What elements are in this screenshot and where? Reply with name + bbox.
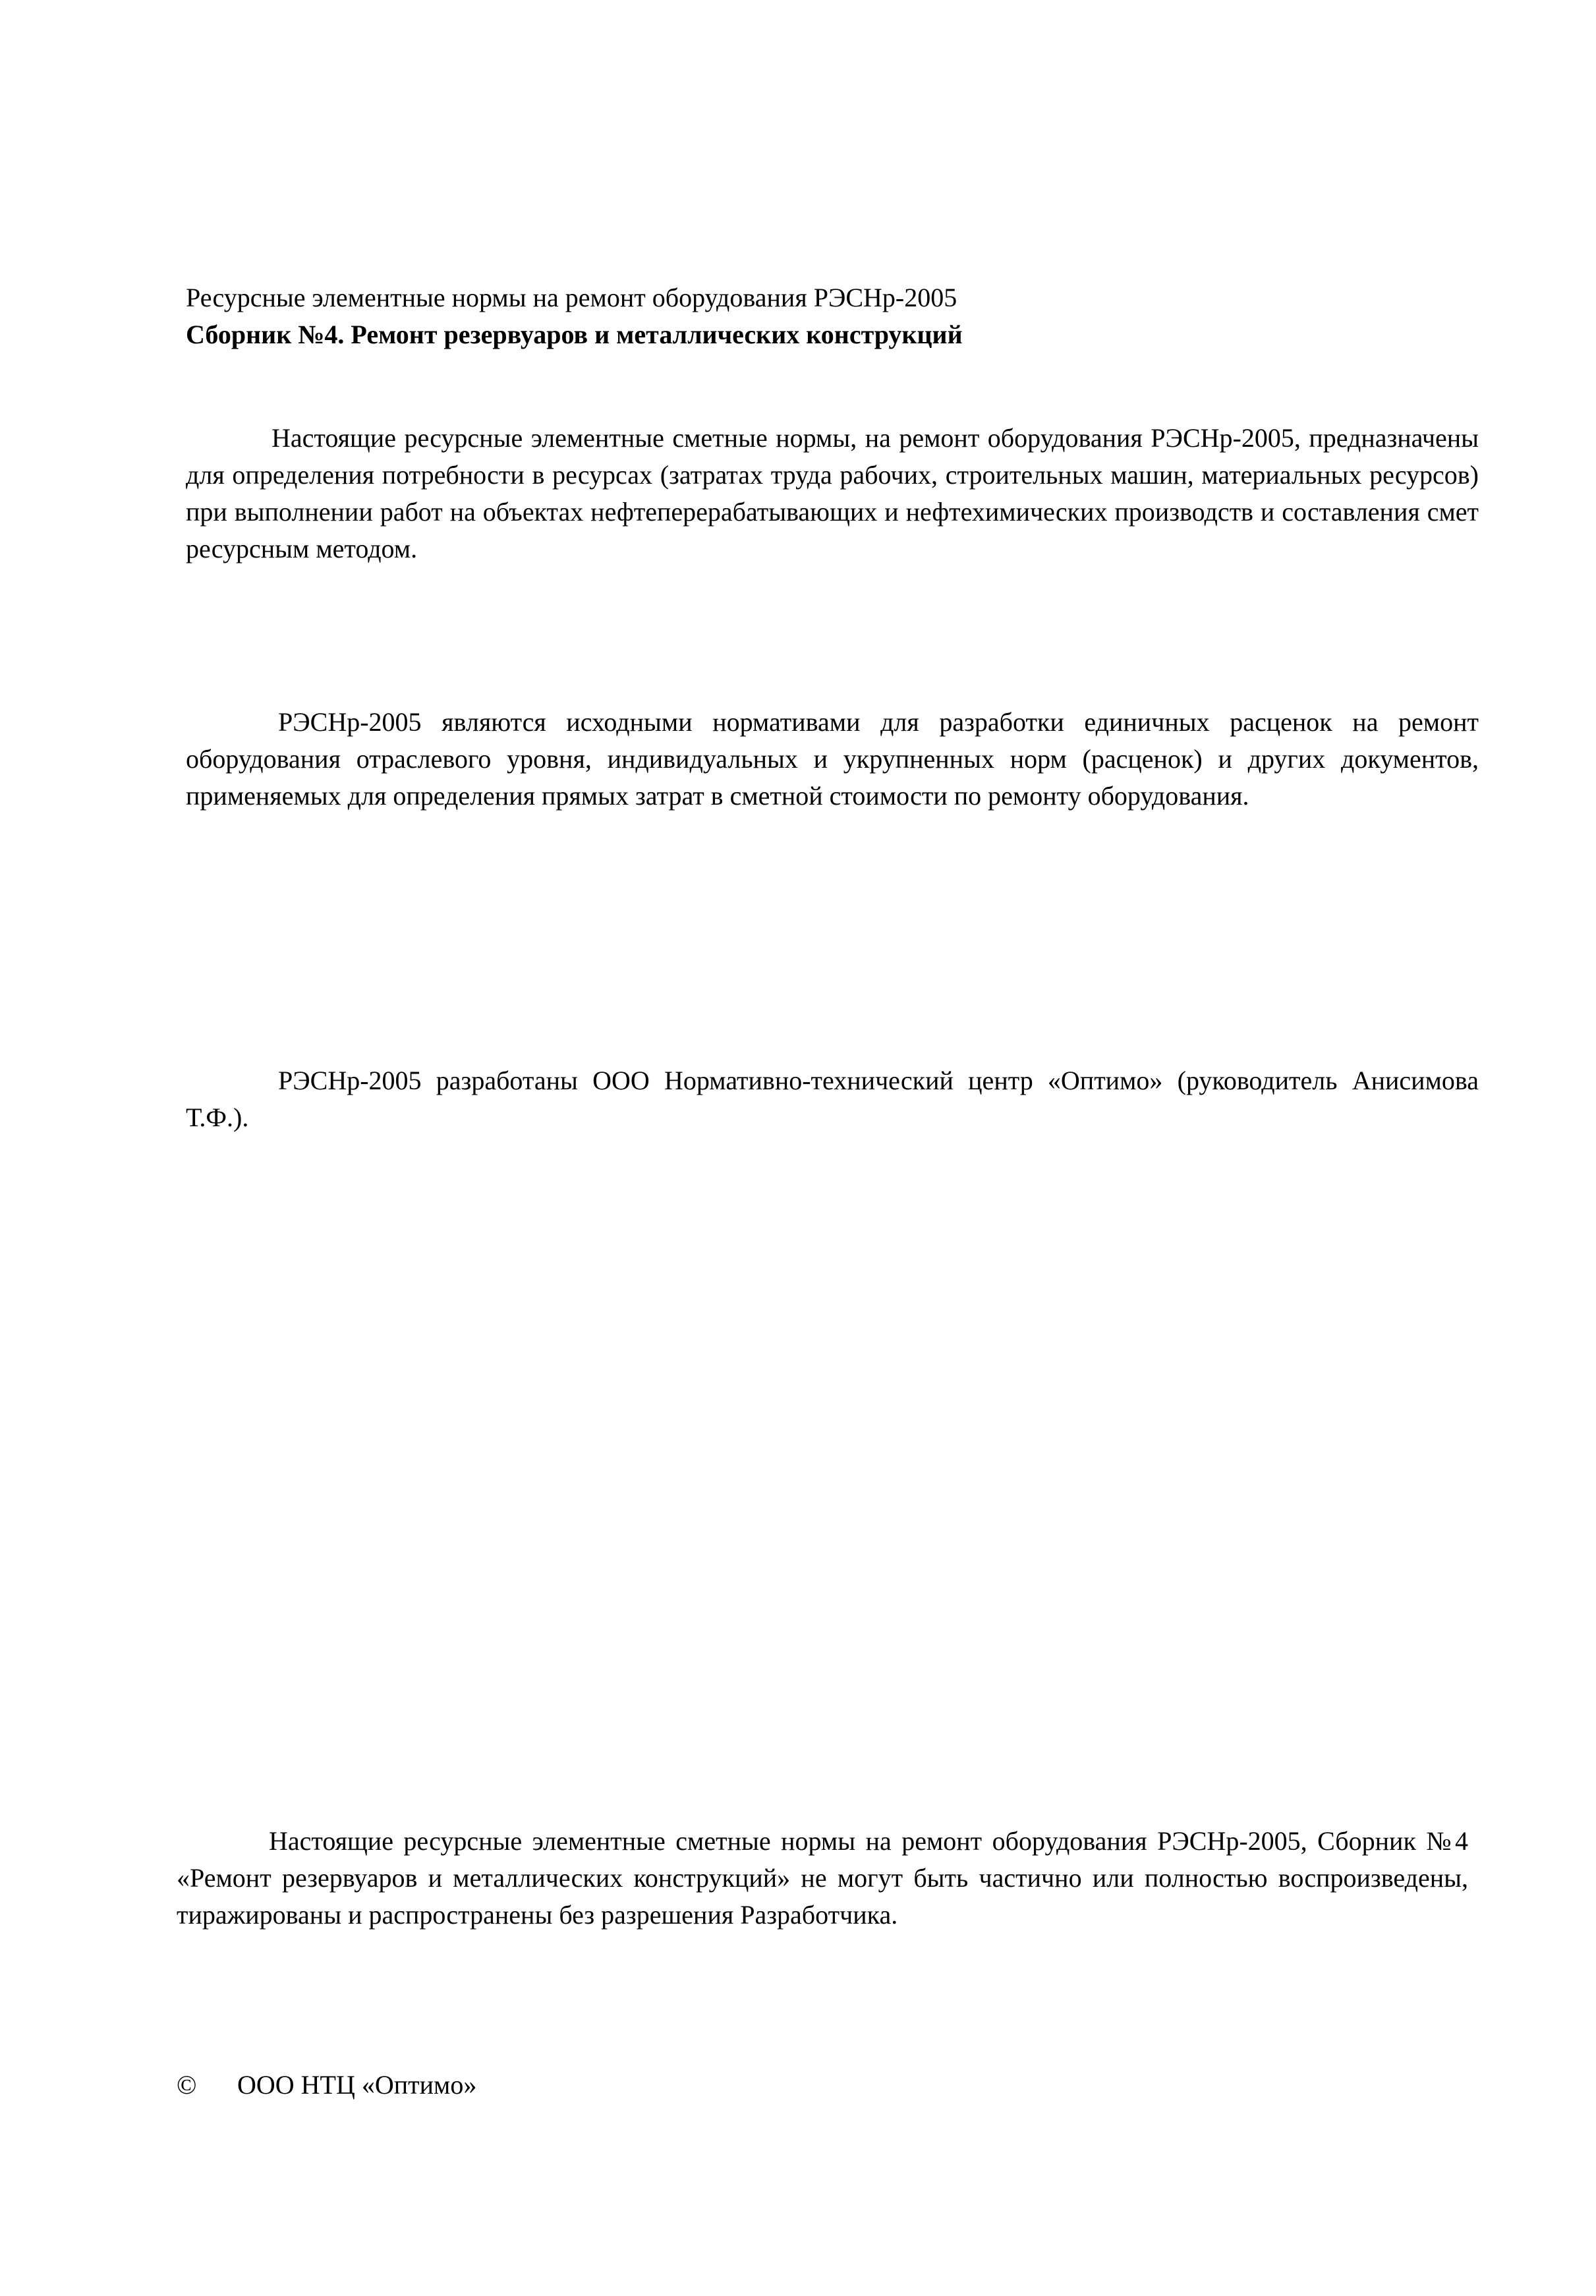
paragraph-developer: РЭСНр-2005 разработаны ООО Нормативно-технический центр «Оптимо» (руководитель Анисимова Т.Ф.). [186,1066,1479,1132]
copyright-line [177,2067,476,2104]
copyright-owner: ООО НТЦ «Оптимо» [237,2070,477,2100]
copyright-symbol: © [177,2070,197,2100]
header-line-norms: Ресурсные элементные нормы на ремонт оборудования РЭСНр-2005 [186,283,957,312]
paragraph-purpose: Настоящие ресурсные элементные сметные нормы, на ремонт оборудования РЭСНр-2005, предназначены для определения потребности в ресурсах (затратах труда рабочих, строительных машин, материальных ресурсов) при выполнении работ на объектах нефтеперерабатывающих и нефтехимических производств и составления смет ресурсным методом. [186,423,1479,563]
paragraph-copyright-notice: Настоящие ресурсные элементные сметные нормы на ремонт оборудования РЭСНр-2005, Сборник №4 «Ремонт резервуаров и металлических конструкций» не могут быть частично или полностью воспроизведены, тиражированы и распространены без разрешения Разработчика. [177,1826,1468,1930]
header-line-collection: Сборник №4. Ремонт резервуаров и металлических конструкций [186,320,963,349]
document-header [186,279,1438,353]
paragraph-basis: РЭСНр-2005 являются исходными нормативами для разработки единичных расценок на ремонт оборудования отраслевого уровня, индивидуальных и укрупненных норм (расценок) и других документов, применяемых для определения прямых затрат в сметной стоимости по ремонту оборудования. [186,707,1479,811]
